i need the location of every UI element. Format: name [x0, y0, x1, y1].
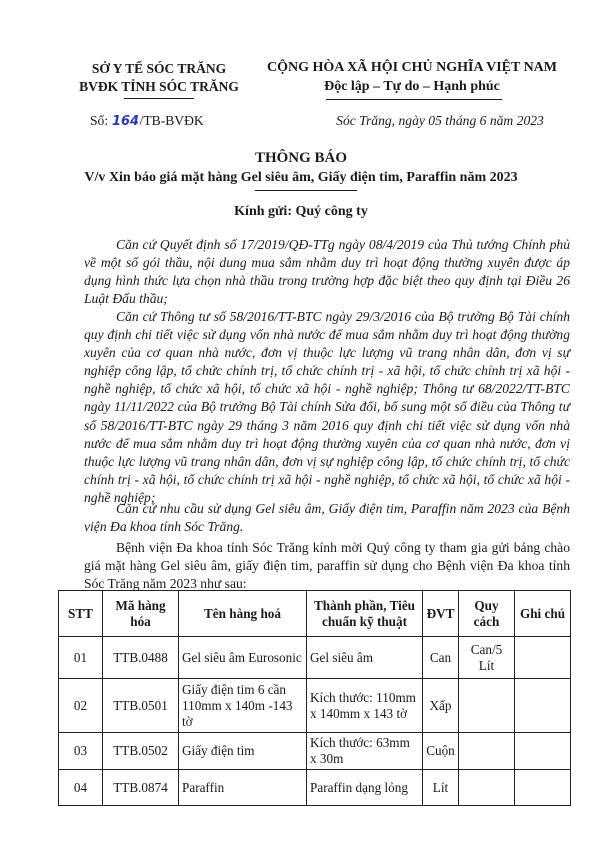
- nation-line-1: CỘNG HÒA XÃ HỘI CHỦ NGHĨA VIỆT NAM: [266, 60, 557, 75]
- goods-table: [58, 590, 571, 806]
- cell-name: Paraffin: [179, 770, 307, 806]
- table-row: [59, 679, 571, 733]
- legal-basis-3: Căn cứ nhu cầu sử dụng Gel siêu âm, Giấy điện tim, Paraffin năm 2023 của Bệnh viện Đa khoa tỉnh Sóc Trăng.: [84, 501, 570, 535]
- header-code: Mã hàng hóa: [103, 591, 179, 637]
- cell-note: [515, 679, 571, 733]
- header-pack: Quy cách: [459, 591, 515, 637]
- doc-number-handwritten: 164: [111, 114, 140, 129]
- document-subject: V/v Xin báo giá mặt hàng Gel siêu âm, Giấy điện tim, Paraffin năm 2023: [84, 170, 518, 185]
- salutation: Kính gửi: Quý công ty: [234, 204, 368, 219]
- document-title: THÔNG BÁO: [254, 150, 348, 166]
- cell-code: TTB.0488: [103, 637, 179, 679]
- cell-spec: Gel siêu âm: [307, 637, 423, 679]
- cell-unit: Lít: [423, 770, 459, 806]
- org-line-1: SỞ Y TẾ SÓC TRĂNG: [91, 61, 227, 76]
- place-date: Sóc Trăng, ngày 05 tháng 6 năm 2023: [336, 113, 544, 128]
- table-header-row: [59, 591, 571, 637]
- legal-basis-2: Căn cứ Thông tư số 58/2016/TT-BTC ngày 29/3/2016 của Bộ trưởng Bộ Tài chính quy định chi tiết việc sử dụng vốn nhà nước để mua sắm nhằm duy trì hoạt động thường xuyên của cơ quan nhà nước, đơn vị thuộc lực lượng vũ trang nhân dân, đơn vị sự nghiệp công lập, tổ chức chính trị, tổ chức chính trị - xã hội, tổ chức chính trị xã hội - nghề nghiệp, tổ chức xã hội, tổ chức xã hội - nghề nghiệp; Thông tư 68/2022/TT-BTC ngày 11/11/2022 của Bộ trưởng Bộ Tài chính Sửa đổi, bổ sung một số điều của Thông tư số 58/2016/TT-BTC ngày 29 tháng 3 năm 2016 quy định chi tiết việc sử dụng vốn nhà nước để mua sắm nhằm duy trì hoạt động thường xuyên của cơ quan nhà nước, đơn vị thuộc lực lượng vũ trang nhân dân, đơn vị sự nghiệp công lập, tổ chức chính trị, tổ chức chính trị - xã hội, tổ chức chính trị xã hội - nghề nghiệp, tổ chức xã hội, tổ chức xã hội - nghề nghiệp;: [84, 309, 570, 505]
- cell-name: Giấy điện tim: [179, 733, 307, 770]
- cell-name: Giấy điện tim 6 cần 110mm x 140m -143 tờ: [179, 679, 307, 733]
- header-stt: STT: [59, 591, 103, 637]
- cell-code: TTB.0874: [103, 770, 179, 806]
- cell-note: [515, 733, 571, 770]
- header-unit: ĐVT: [423, 591, 459, 637]
- cell-stt: 02: [59, 679, 103, 733]
- cell-stt: 03: [59, 733, 103, 770]
- cell-name: Gel siêu âm Eurosonic: [179, 637, 307, 679]
- subject-underline: [255, 190, 357, 191]
- cell-pack: Can/5 Lít: [459, 637, 515, 679]
- org-line-2: BVĐK TỈNH SÓC TRĂNG: [79, 79, 239, 94]
- cell-pack: [459, 733, 515, 770]
- table-row: [59, 733, 571, 770]
- cell-unit: Xấp: [423, 679, 459, 733]
- cell-pack: [459, 770, 515, 806]
- header-note: Ghi chú: [515, 591, 571, 637]
- doc-number-suffix: /TB-BVĐK: [139, 113, 204, 128]
- table-row: [59, 637, 571, 679]
- doc-number-prefix: Số:: [90, 113, 109, 128]
- nation-line-2: Độc lập – Tự do – Hạnh phúc: [324, 79, 500, 94]
- cell-stt: 04: [59, 770, 103, 806]
- cell-unit: Cuộn: [423, 733, 459, 770]
- table-row: [59, 770, 571, 806]
- cell-spec: Paraffin dạng lỏng: [307, 770, 423, 806]
- cell-note: [515, 637, 571, 679]
- cell-pack: [459, 679, 515, 733]
- header-name: Tên hàng hoá: [179, 591, 307, 637]
- org-underline: [124, 98, 194, 99]
- nation-underline: [326, 99, 502, 100]
- doc-number: [90, 113, 204, 129]
- cell-spec: Kích thước: 63mm x 30m: [307, 733, 423, 770]
- cell-code: TTB.0501: [103, 679, 179, 733]
- invitation-paragraph: Bệnh viện Đa khoa tỉnh Sóc Trăng kính mời Quý công ty tham gia gửi bảng chào giá mặt hàng Gel siêu âm, giấy điện tim, paraffin sử dụng cho Bệnh viện Đa khoa tỉnh Sóc Trăng năm 2023 như sau:: [84, 540, 570, 592]
- cell-unit: Can: [423, 637, 459, 679]
- cell-note: [515, 770, 571, 806]
- legal-basis-1: Căn cứ Quyết định số 17/2019/QĐ-TTg ngày 08/4/2019 của Thủ tướng Chính phủ về một số gói thầu, nội dung mua sắm nhằm duy trì hoạt động thường xuyên được áp dụng hình thức lựa chọn nhà thầu trong trường hợp đặc biệt theo quy định tại Điều 26 Luật Đấu thầu;: [84, 237, 570, 307]
- cell-stt: 01: [59, 637, 103, 679]
- cell-code: TTB.0502: [103, 733, 179, 770]
- cell-spec: Kích thước: 110mm x 140mm x 143 tờ: [307, 679, 423, 733]
- header-spec: Thành phần, Tiêu chuẩn kỹ thuật: [307, 591, 423, 637]
